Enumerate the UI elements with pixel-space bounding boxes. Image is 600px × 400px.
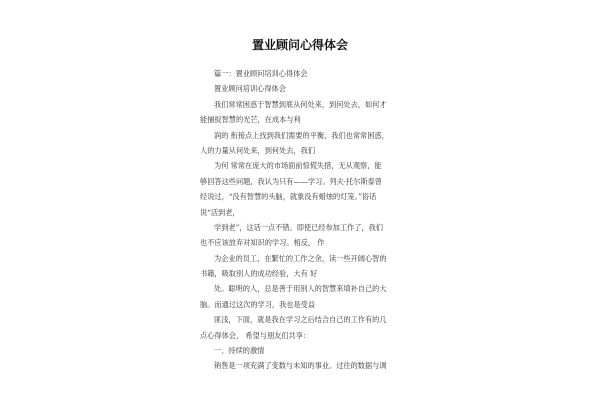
paragraph-line: 够回答这些问题，我认为只有——学习。列夫·托尔斯泰曾	[200, 176, 382, 186]
paragraph-line: 我们常常困惑于智慧到底从何处来，到何处去，如何才	[214, 99, 387, 109]
paragraph-line: 置业顾问培训心得体会	[214, 84, 286, 94]
paragraph-line: 人的力量从何处来，到何处去，我们	[200, 145, 316, 155]
paragraph-line: 点心得体会， 希望与朋友们共享：	[200, 330, 311, 340]
document-title: 置业顾问心得体会	[251, 38, 348, 52]
paragraph-line: 篇一：置业顾问培训心得体会	[214, 69, 308, 78]
paragraph-line: 处。聪明的人，总是善于用别人的智慧来填补自己的大	[214, 284, 387, 294]
document-body	[200, 66, 410, 374]
paragraph-line: 脑。而通过这次的学习，我也是受益	[200, 299, 316, 309]
paragraph-line: 书籍，吸取别人的成功经验，大有 好	[200, 269, 318, 279]
paragraph-line: 说“活到老，	[200, 207, 240, 217]
paragraph-line: 一、持续的激情	[214, 346, 265, 356]
paragraph-line: 也不应该放弃对知识的学习。相反， 作	[200, 238, 325, 248]
paragraph-line: 为企业的员工，在繁忙的工作之余，读一些开阔心智的	[214, 253, 387, 263]
paragraph-line: 润的 衔接点上找到我们需要的平衡，我们也常常困惑，	[214, 130, 389, 140]
paragraph-line: 为何 常常在庞大的市场面前惊慌失措，无从观察，能	[214, 161, 382, 171]
paragraph-line: 匪浅，下面，就是我在学习之后结合自己的工作有的几	[214, 315, 387, 325]
paragraph-line: 销售是一项充满了变数与未知的事业。过往的数据与调	[214, 361, 387, 371]
paragraph-line: 能捕捉智慧的光芒，在成本与利	[200, 115, 301, 125]
paragraph-line: 学到老”，这话一点不错。即使已经参加工作了，我们	[214, 222, 383, 232]
paragraph-line: 经说过，“没有智慧的头脑，就象没有蜡烛的灯笼。”俗话	[200, 192, 377, 202]
